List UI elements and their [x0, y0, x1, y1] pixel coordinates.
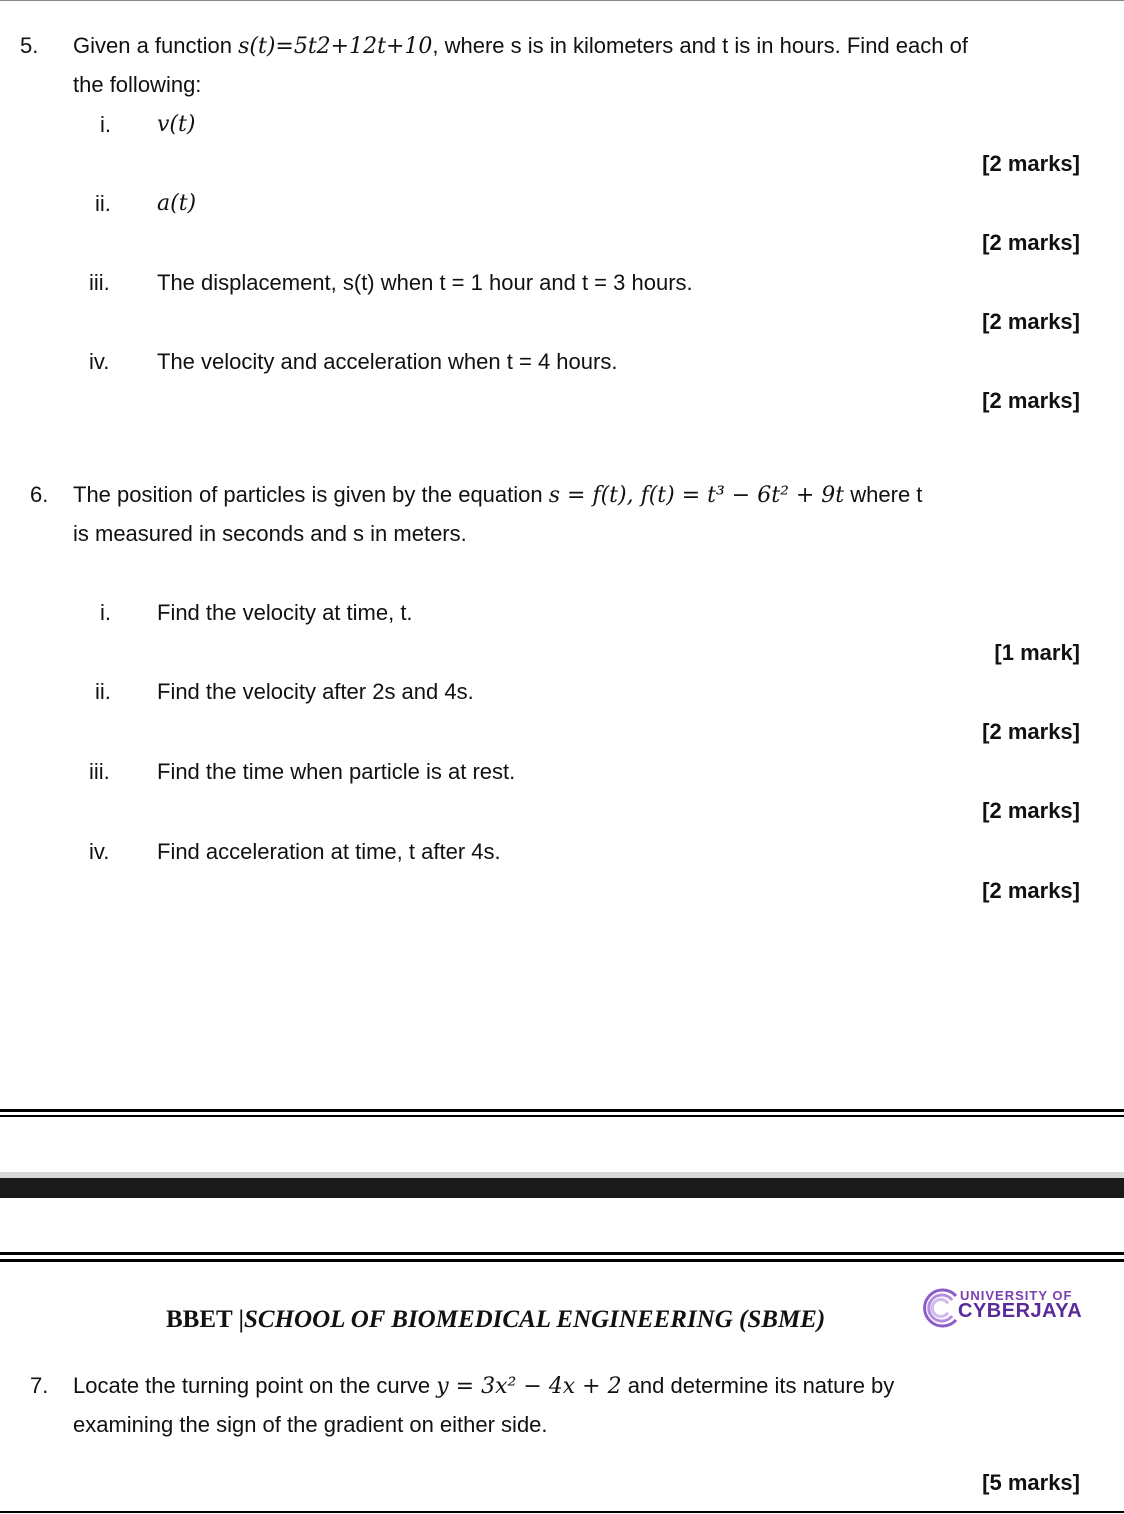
divider-thick-bar — [0, 1178, 1124, 1198]
divider-line-2b — [0, 1259, 1124, 1262]
top-border — [0, 0, 1124, 1]
logo-line-university-of: UNIVERSITY OF — [960, 1288, 1073, 1303]
q5-item-iii-marks: [2 marks] — [982, 309, 1080, 334]
q6-item-iii-text: Find the time when particle is at rest. — [157, 759, 516, 784]
q6-item-i-number: i. — [100, 600, 111, 625]
q6-stem-suffix: where t — [844, 482, 923, 507]
q5-item-iv-text: The velocity and acceleration when t = 4 hours. — [157, 349, 618, 374]
q6-stem — [73, 482, 922, 509]
header-title-italic: SCHOOL OF BIOMEDICAL ENGINEERING (SBME) — [244, 1306, 826, 1333]
q5-stem-prefix: Given a function — [73, 33, 239, 58]
logo-line-cyberjaya: CYBERJAYA — [958, 1300, 1083, 1322]
q6-item-iii-number: iii. — [89, 759, 110, 784]
q5-number: 5. — [20, 33, 39, 58]
q5-item-ii-text: a(t) — [157, 191, 197, 216]
logo-c-mark-icon — [918, 1287, 962, 1329]
divider-line-1b — [0, 1115, 1124, 1117]
q5-stem-suffix: , where s is in kilometers and t is in hours. Find each of — [432, 33, 968, 58]
q7-equation: y = 3x² − 4x + 2 — [436, 1374, 622, 1399]
q5-item-ii-number: ii. — [95, 191, 111, 216]
q5-item-iv-number: iv. — [89, 349, 110, 374]
q6-item-iv-text: Find acceleration at time, t after 4s. — [157, 839, 501, 864]
divider-line-1a — [0, 1109, 1124, 1112]
q6-item-iv-marks: [2 marks] — [982, 878, 1080, 903]
q5-item-iii-text: The displacement, s(t) when t = 1 hour and t = 3 hours. — [157, 270, 693, 295]
q7-number: 7. — [30, 1373, 49, 1398]
q7-stem — [73, 1373, 894, 1400]
q7-marks: [5 marks] — [982, 1470, 1080, 1495]
q5-item-i-marks: [2 marks] — [982, 151, 1080, 176]
q6-item-ii-marks: [2 marks] — [982, 719, 1080, 744]
q6-item-ii-number: ii. — [95, 679, 111, 704]
q5-item-ii-marks: [2 marks] — [982, 230, 1080, 255]
university-logo — [918, 1285, 1088, 1333]
q5-item-i-text: v(t) — [157, 112, 196, 137]
q6-item-iv-number: iv. — [89, 839, 110, 864]
q5-item-iii-number: iii. — [89, 270, 110, 295]
q6-stem-line2: is measured in seconds and s in meters. — [73, 521, 467, 546]
q5-item-iv-marks: [2 marks] — [982, 388, 1080, 413]
q7-stem-line2: examining the sign of the gradient on either side. — [73, 1412, 548, 1437]
q5-item-i-number: i. — [100, 112, 111, 137]
q6-equation: s = f(t), f(t) = t³ − 6t² + 9t — [548, 483, 845, 508]
q6-number: 6. — [30, 482, 49, 507]
q5-function: s(t)=5t2+12t+10 — [238, 34, 433, 59]
header-title-plain: BBET | — [166, 1306, 245, 1333]
divider-line-2a — [0, 1252, 1124, 1255]
header-title — [166, 1306, 825, 1334]
q7-stem-prefix: Locate the turning point on the curve — [73, 1373, 437, 1398]
q6-item-ii-text: Find the velocity after 2s and 4s. — [157, 679, 474, 704]
q6-item-i-marks: [1 mark] — [994, 640, 1080, 665]
q7-stem-suffix: and determine its nature by — [621, 1373, 895, 1398]
q5-stem — [73, 33, 968, 60]
q5-stem-line2: the following: — [73, 72, 202, 97]
bottom-border — [0, 1511, 1124, 1513]
q6-item-iii-marks: [2 marks] — [982, 798, 1080, 823]
q6-item-i-text: Find the velocity at time, t. — [157, 600, 413, 625]
q6-stem-prefix: The position of particles is given by the equation — [73, 482, 549, 507]
